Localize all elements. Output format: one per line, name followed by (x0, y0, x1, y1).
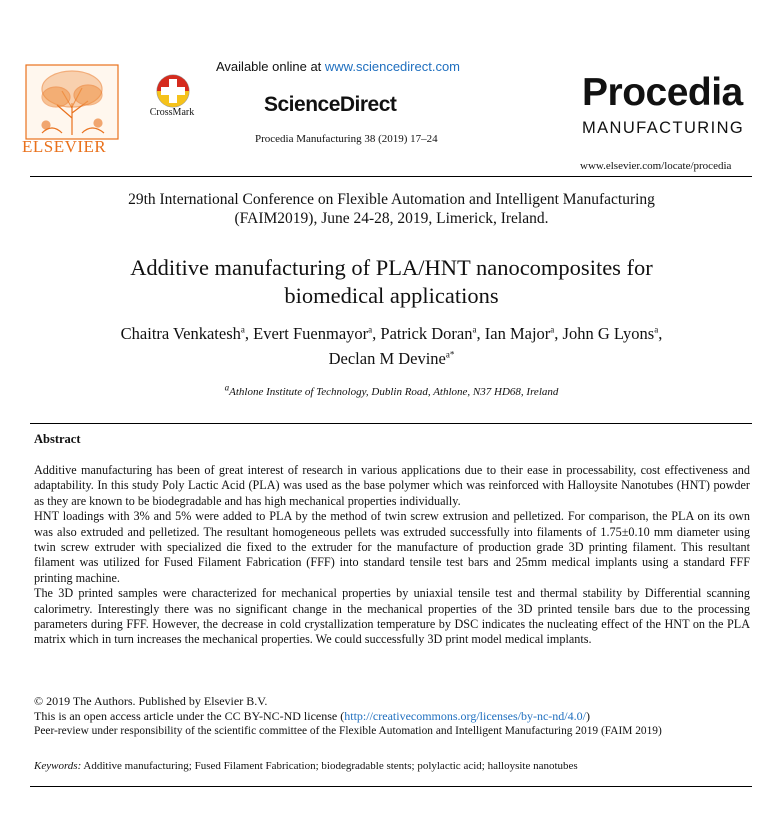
author: Ian Major$^a$, (484, 324, 563, 343)
author-line-1 (0, 324, 783, 344)
affiliation: $^a$Athlone Institute of Technology, Dublin Road, Athlone, N37 HD68, Ireland (224, 382, 559, 398)
author: Declan M Devine$^{a*}$ (328, 349, 455, 368)
abstract-body (34, 463, 750, 648)
sciencedirect-link[interactable]: www.sciencedirect.com (324, 59, 461, 74)
sciencedirect-brand: ScienceDirect (264, 93, 397, 116)
abstract-paragraph: HNT loadings with 3% and 5% were added to PLA by the method of twin screw extrusion and pelletized. For comparison, the PLA on its own was also extruded and pelletized. The resultant homogeneous pellets was extruded successfully into filaments of 1.75±0.10 mm diameter using twin screw extruder with specialized die fixed to the extruder for the manufacture of production grade 3D printing filament. This resultant filament was utilized for Fused Filament Fabrication (FFF) into standard tensile test bars and 25mm medical implants using a standard FFF printing machine. (34, 509, 750, 585)
license-link[interactable]: http://creativecommons.org/licenses/by-nc-nd/4.0/ (344, 709, 586, 723)
header-divider (30, 176, 752, 177)
author: Evert Fuenmayor$^a$, (253, 324, 381, 343)
keywords-text: Additive manufacturing; Fused Filament Fabrication; biodegradable stents; polylactic acid; halloysite nanotubes (83, 760, 578, 772)
author: Chaitra Venkatesh$^a$, (120, 324, 254, 343)
copyright-line: © 2019 The Authors. Published by Elsevier B.V. (34, 694, 268, 708)
journal-url[interactable]: www.elsevier.com/locate/procedia (580, 160, 732, 172)
abstract-paragraph: The 3D printed samples were characterized for mechanical properties by uniaxial tensile test and thermal stability by Differential scanning calorimetry. Interestingly there was no significant change in the mechanical properties of the 3D printed tensile bars due to the processing parameters during FFF. However, the decrease in cold crystallization temperature by DSC indicates the nucleating effect of the HNT on the PLA matrix which in turn increases the mechanical properties. We could successfully 3D print model medical implants. (34, 586, 750, 647)
crossmark-label: CrossMark (149, 107, 195, 118)
author: John G Lyons$^a$, (562, 324, 663, 343)
peer-review-line: Peer-review under responsibility of the scientific committee of the Flexible Automation and Intelligent Manufacturing 2019 (FAIM 2019) (34, 725, 662, 737)
footer-divider (30, 786, 752, 787)
copyright-block (34, 694, 754, 739)
journal-subtitle: MANUFACTURING (582, 119, 745, 137)
license-line: This is an open access article under the CC BY-NC-ND license (http://creativecommons.org/licenses/by-nc-nd/4.0/) (34, 709, 590, 723)
abstract-divider (30, 423, 752, 424)
elsevier-wordmark: ELSEVIER (22, 137, 107, 156)
author: Patrick Doran$^a$, (380, 324, 485, 343)
available-prefix: Available online at (216, 59, 325, 74)
abstract-heading: Abstract (34, 432, 81, 446)
conference-line-2: (FAIM2019), June 24-28, 2019, Limerick, Ireland. (234, 210, 549, 227)
author-line-2 (0, 349, 783, 369)
journal-citation: Procedia Manufacturing 38 (2019) 17–24 (255, 133, 438, 145)
journal-title: Procedia (582, 71, 743, 114)
keywords-line (34, 760, 578, 772)
paper-title-line-1: Additive manufacturing of PLA/HNT nanocomposites for (130, 255, 653, 280)
paper-title-line-2: biomedical applications (284, 283, 499, 308)
available-online-line (216, 59, 460, 74)
conference-line-1: 29th International Conference on Flexible Automation and Intelligent Manufacturing (128, 191, 655, 208)
elsevier-tree-logo (22, 58, 122, 148)
keywords-label: Keywords: (34, 760, 82, 772)
abstract-paragraph: Additive manufacturing has been of great interest of research in various applications due to their ease in processability, cost effectiveness and adaptability. In this study Poly Lactic Acid (PLA) was used as the base polymer which was reinforced with Halloysite Nanotubes (HNT) powder as they are known to be biodegradable and has high mechanical properties individually. (34, 463, 750, 508)
